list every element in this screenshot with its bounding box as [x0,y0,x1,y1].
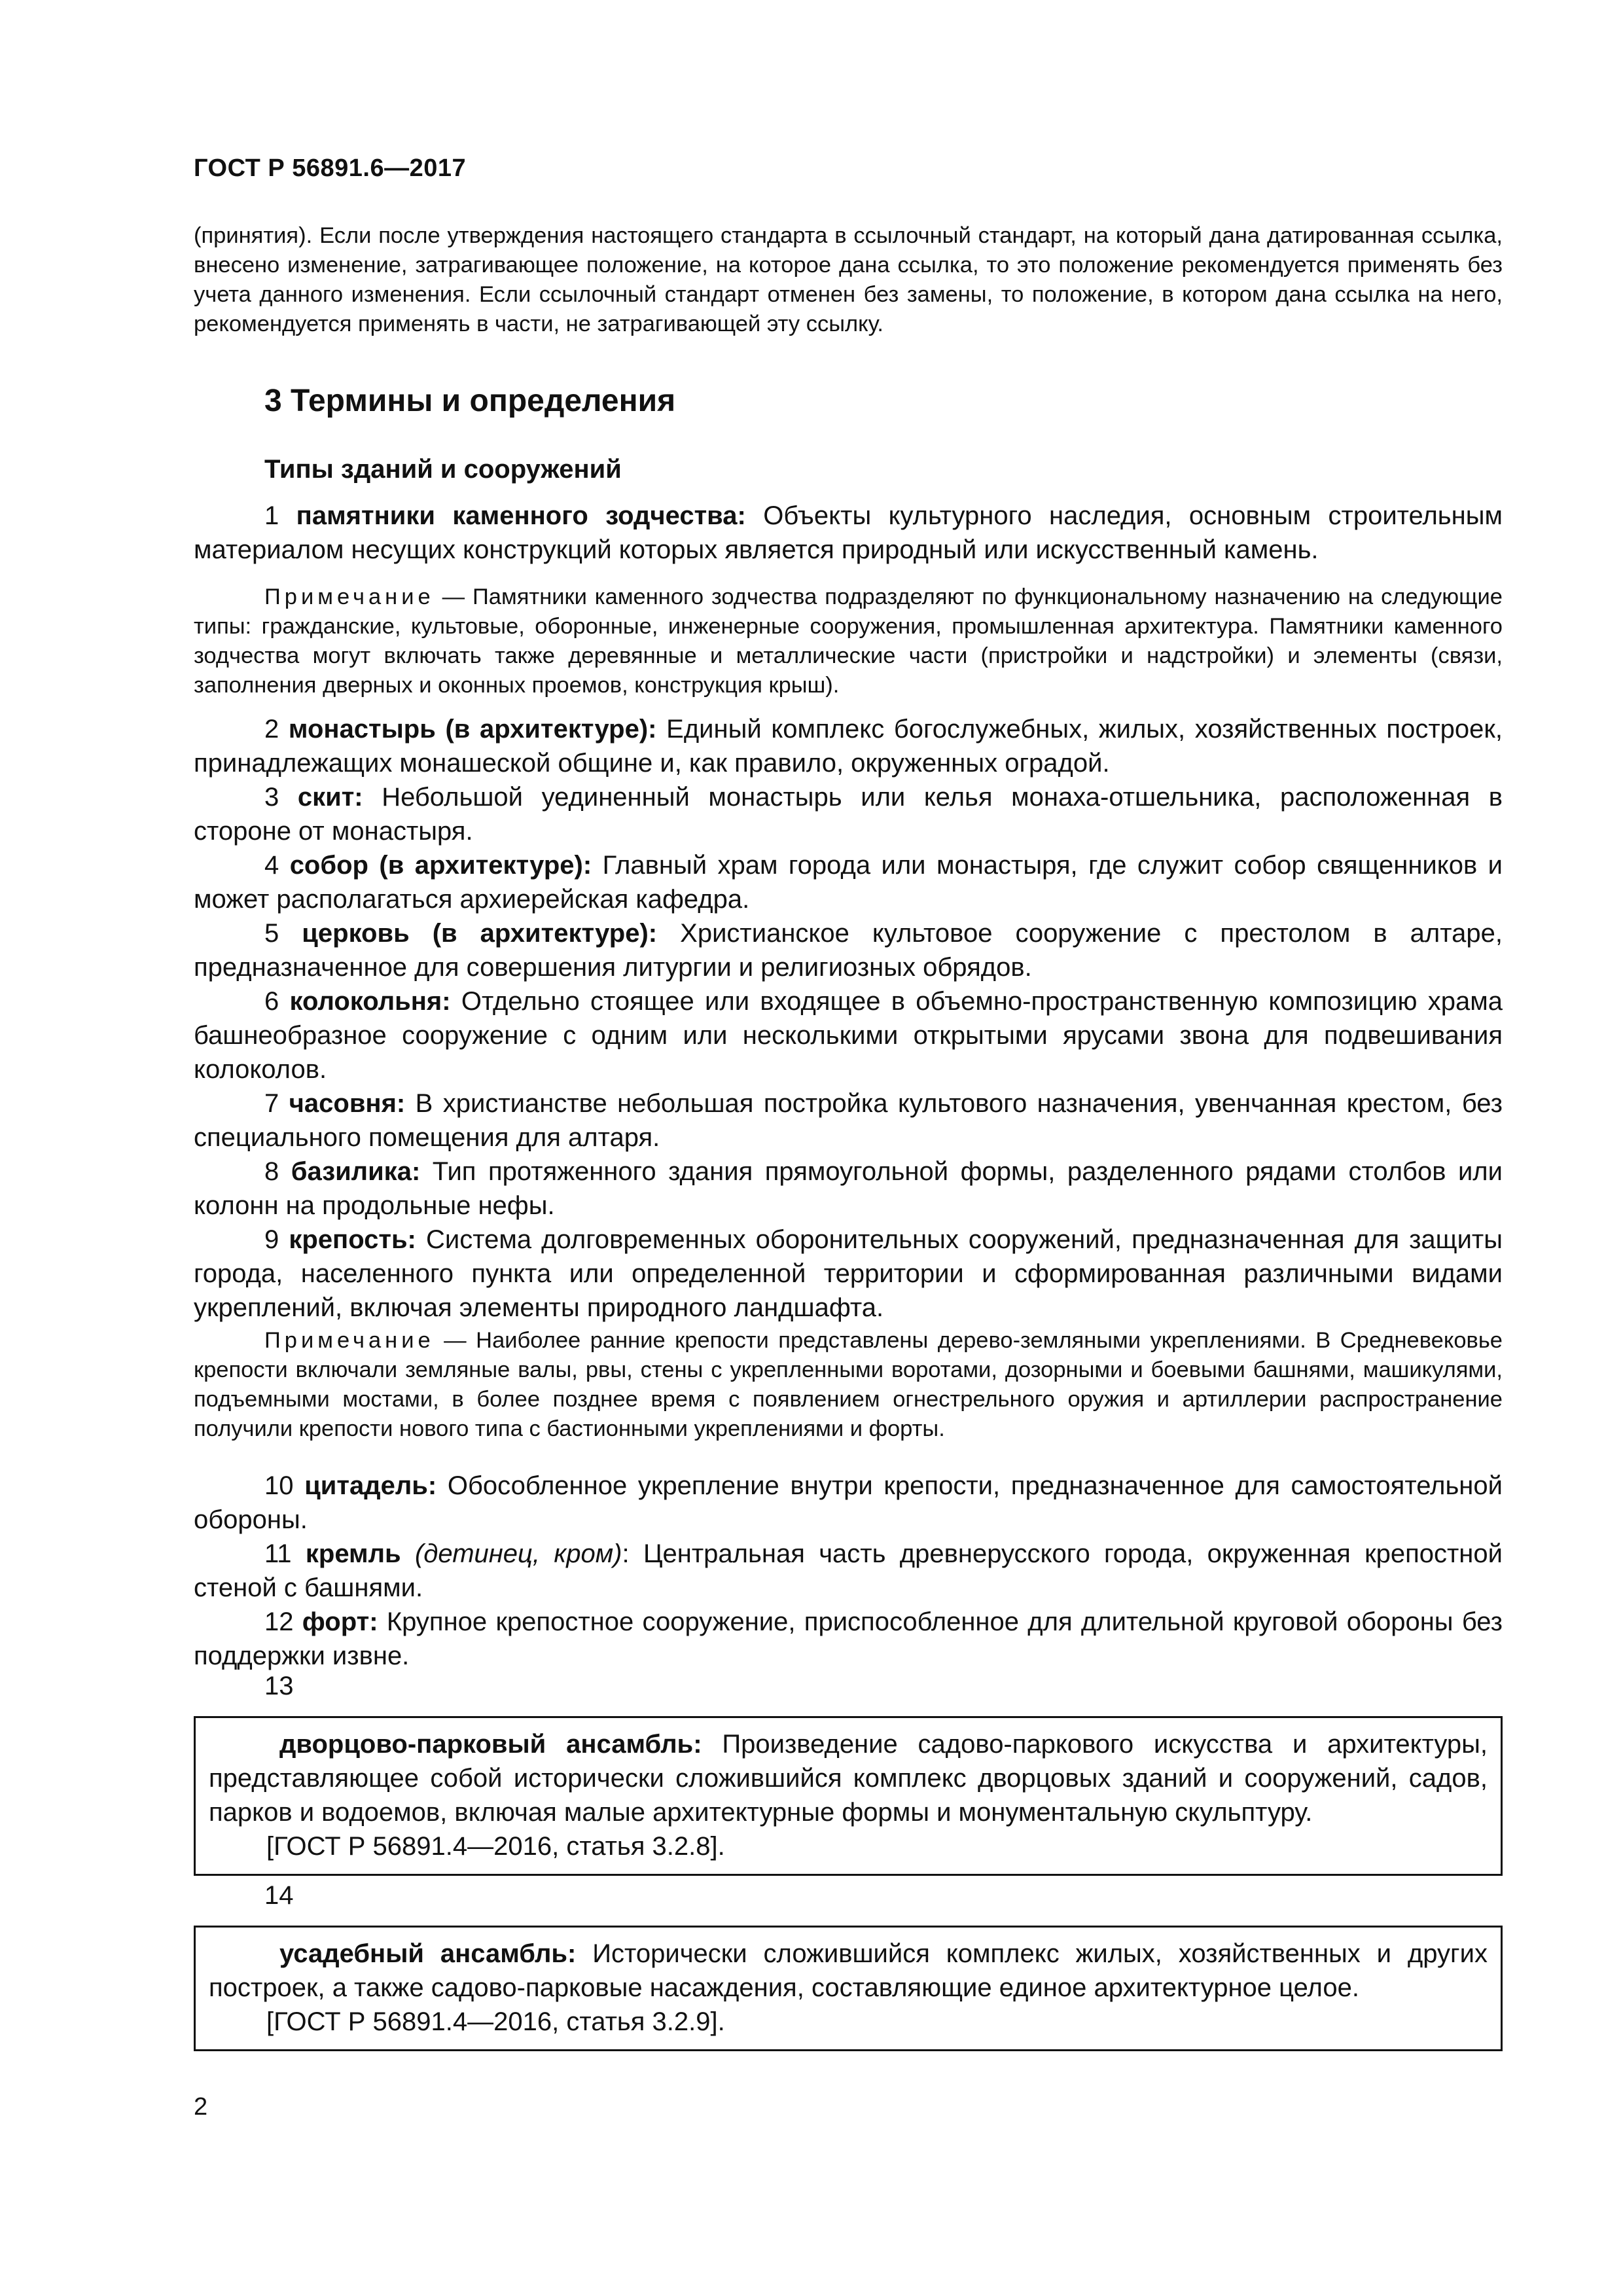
term-title: базилика: [291,1157,421,1186]
note-text: — Наиболее ранние крепости представлены дерево-земляными укреплениями. В Средневековье крепости включали земляные валы, рвы, стены с укрепленными воротами, дозорными и боевыми башнями, машикулями, подъемными мостами, в более позднее время с появлением огнестрельного оружия и артиллерии распространение получили крепости нового типа с бастионными укреплениями и форты. [194,1328,1503,1441]
term-entry-4 [194,848,1503,916]
intro-text: (принятия). Если после утверждения настоящего стандарта в ссылочный стандарт, на который дана датированная ссылка, внесено изменение, затрагивающее положение, на которое дана ссылка, то это положение рекомендуется применять без учета данного изменения. Если ссылочный стандарт отменен без замены, то положение, в котором дана ссылка на него, рекомендуется применять в части, не затрагивающей эту ссылку. [194,223,1503,336]
term-title: цитадель: [304,1471,437,1500]
term-number: 3 [264,783,279,812]
term-alternate: (детинец, кром) [414,1539,622,1568]
boxed-term-number-13: 13 [264,1672,294,1700]
term-title: форт: [302,1607,378,1636]
terms-list-2 [194,1469,1503,1673]
note-label: Примечание [264,584,435,609]
term-title: церковь (в архитектуре): [302,919,658,948]
term-number: 7 [264,1089,279,1118]
term-title: усадебный ансамбль: [279,1939,577,1968]
term-entry-9 [194,1223,1503,1325]
boxed-term-14 [194,1926,1503,2051]
term-definition: Система долговременных оборонительных сооружений, предназначенная для защиты города, населенного пункта или определенной территории и сформированная различными видами укреплений, включая элементы природного ландшафта. [194,1225,1503,1322]
note-1 [194,583,1503,700]
term-entry-8 [194,1155,1503,1223]
term-entry-5 [194,916,1503,984]
term-definition: Христианское культовое сооружение с престолом в алтаре, предназначенное для совершения литургии и религиозных обрядов. [194,919,1503,982]
term-entry-1 [194,499,1503,567]
term-title: скит: [297,783,363,812]
term-title: колокольня: [289,987,451,1016]
term-entry-2 [194,712,1503,780]
term-title: часовня: [289,1089,406,1118]
term-definition: Крупное крепостное сооружение, приспособленное для длительной круговой обороны без поддержки извне. [194,1607,1503,1670]
term-title: монастырь (в архитектуре): [288,715,657,744]
term-definition: : Центральная часть древнерусского города, окруженная крепостной стеной с башнями. [194,1539,1503,1602]
term-title: памятники каменного зодчества: [296,501,746,530]
term-entry-6 [194,984,1503,1086]
boxed-term-reference: [ГОСТ Р 56891.4—2016, статья 3.2.9]. [266,2007,725,2036]
boxed-term-13 [194,1716,1503,1876]
term-title: кремль [305,1539,401,1568]
note-label: Примечание [264,1328,435,1353]
boxed-term-body [209,1937,1488,2005]
term-number: 11 [264,1539,292,1568]
term-number: 6 [264,987,279,1016]
intro-paragraph [194,221,1503,339]
term-definition: Главный храм города или монастыря, где служит собор священников и может располагаться архиерейская кафедра. [194,851,1503,914]
term-definition: Исторически сложившийся комплекс жилых, хозяйственных и других построек, а также садово-парковые насаждения, составляющие единое архитектурное целое. [209,1939,1488,2002]
terms-list [194,712,1503,1325]
term-definition: В христианстве небольшая постройка культового назначения, увенчанная крестом, без специального помещения для алтаря. [194,1089,1503,1152]
term-entry-12 [194,1605,1503,1673]
term-number: 1 [264,501,279,530]
boxed-term-reference: [ГОСТ Р 56891.4—2016, статья 3.2.8]. [266,1832,725,1861]
term-number: 8 [264,1157,279,1186]
term-definition: Объекты культурного наследия, основным строительным материалом несущих конструкций которых является природный или искусственный камень. [194,501,1503,564]
term-title: крепость: [289,1225,416,1254]
term-title: дворцово-парковый ансамбль: [279,1730,702,1759]
term-entry-7 [194,1086,1503,1155]
boxed-term-body [209,1727,1488,1829]
term-number: 2 [264,715,279,744]
term-entry-3 [194,780,1503,848]
term-definition: Единый комплекс богослужебных, жилых, хозяйственных построек, принадлежащих монашеской общине и, как правило, окруженных оградой. [194,715,1503,778]
term-entry-11 [194,1537,1503,1605]
document-header: ГОСТ Р 56891.6—2017 [194,154,467,182]
term-definition: Тип протяженного здания прямоугольной формы, разделенного рядами столбов или колонн на продольные нефы. [194,1157,1503,1220]
term-entry-10 [194,1469,1503,1537]
term-number: 12 [264,1607,294,1636]
section-subtitle: Типы зданий и сооружений [264,455,622,484]
term-definition: Отдельно стоящее или входящее в объемно-пространственную композицию храма башнеобразное сооружение с одним или несколькими открытыми ярусами звона для подвешивания колоколов. [194,987,1503,1084]
note-2 [194,1326,1503,1444]
section-title: 3 Термины и определения [264,384,676,418]
term-number: 4 [264,851,279,880]
term-definition: Небольшой уединенный монастырь или келья монаха-отшельника, расположенная в стороне от монастыря. [194,783,1503,846]
page-number: 2 [194,2093,208,2121]
term-number: 9 [264,1225,279,1254]
term-number: 5 [264,919,279,948]
note-text: — Памятники каменного зодчества подразделяют по функциональному назначению на следующие типы: гражданские, культовые, оборонные, инженерные сооружения, промышленная архитектура. Памятники каменного зодчества могут включать также деревянные и металлические части (пристройки и надстройки) и элементы (связи, заполнения дверных и оконных проемов, конструкция крыш). [194,584,1503,698]
boxed-term-number-14: 14 [264,1881,294,1910]
term-definition: Произведение садово-паркового искусства и архитектуры, представляющее собой исторически сложившийся комплекс дворцовых зданий и сооружений, садов, парков и водоемов, включая малые архитектурные формы и монументальную скульптуру. [209,1730,1488,1827]
term-definition: Обособленное укрепление внутри крепости, предназначенное для самостоятельной обороны. [194,1471,1503,1534]
term-number: 10 [264,1471,294,1500]
term-title: собор (в архитектуре): [289,851,592,880]
